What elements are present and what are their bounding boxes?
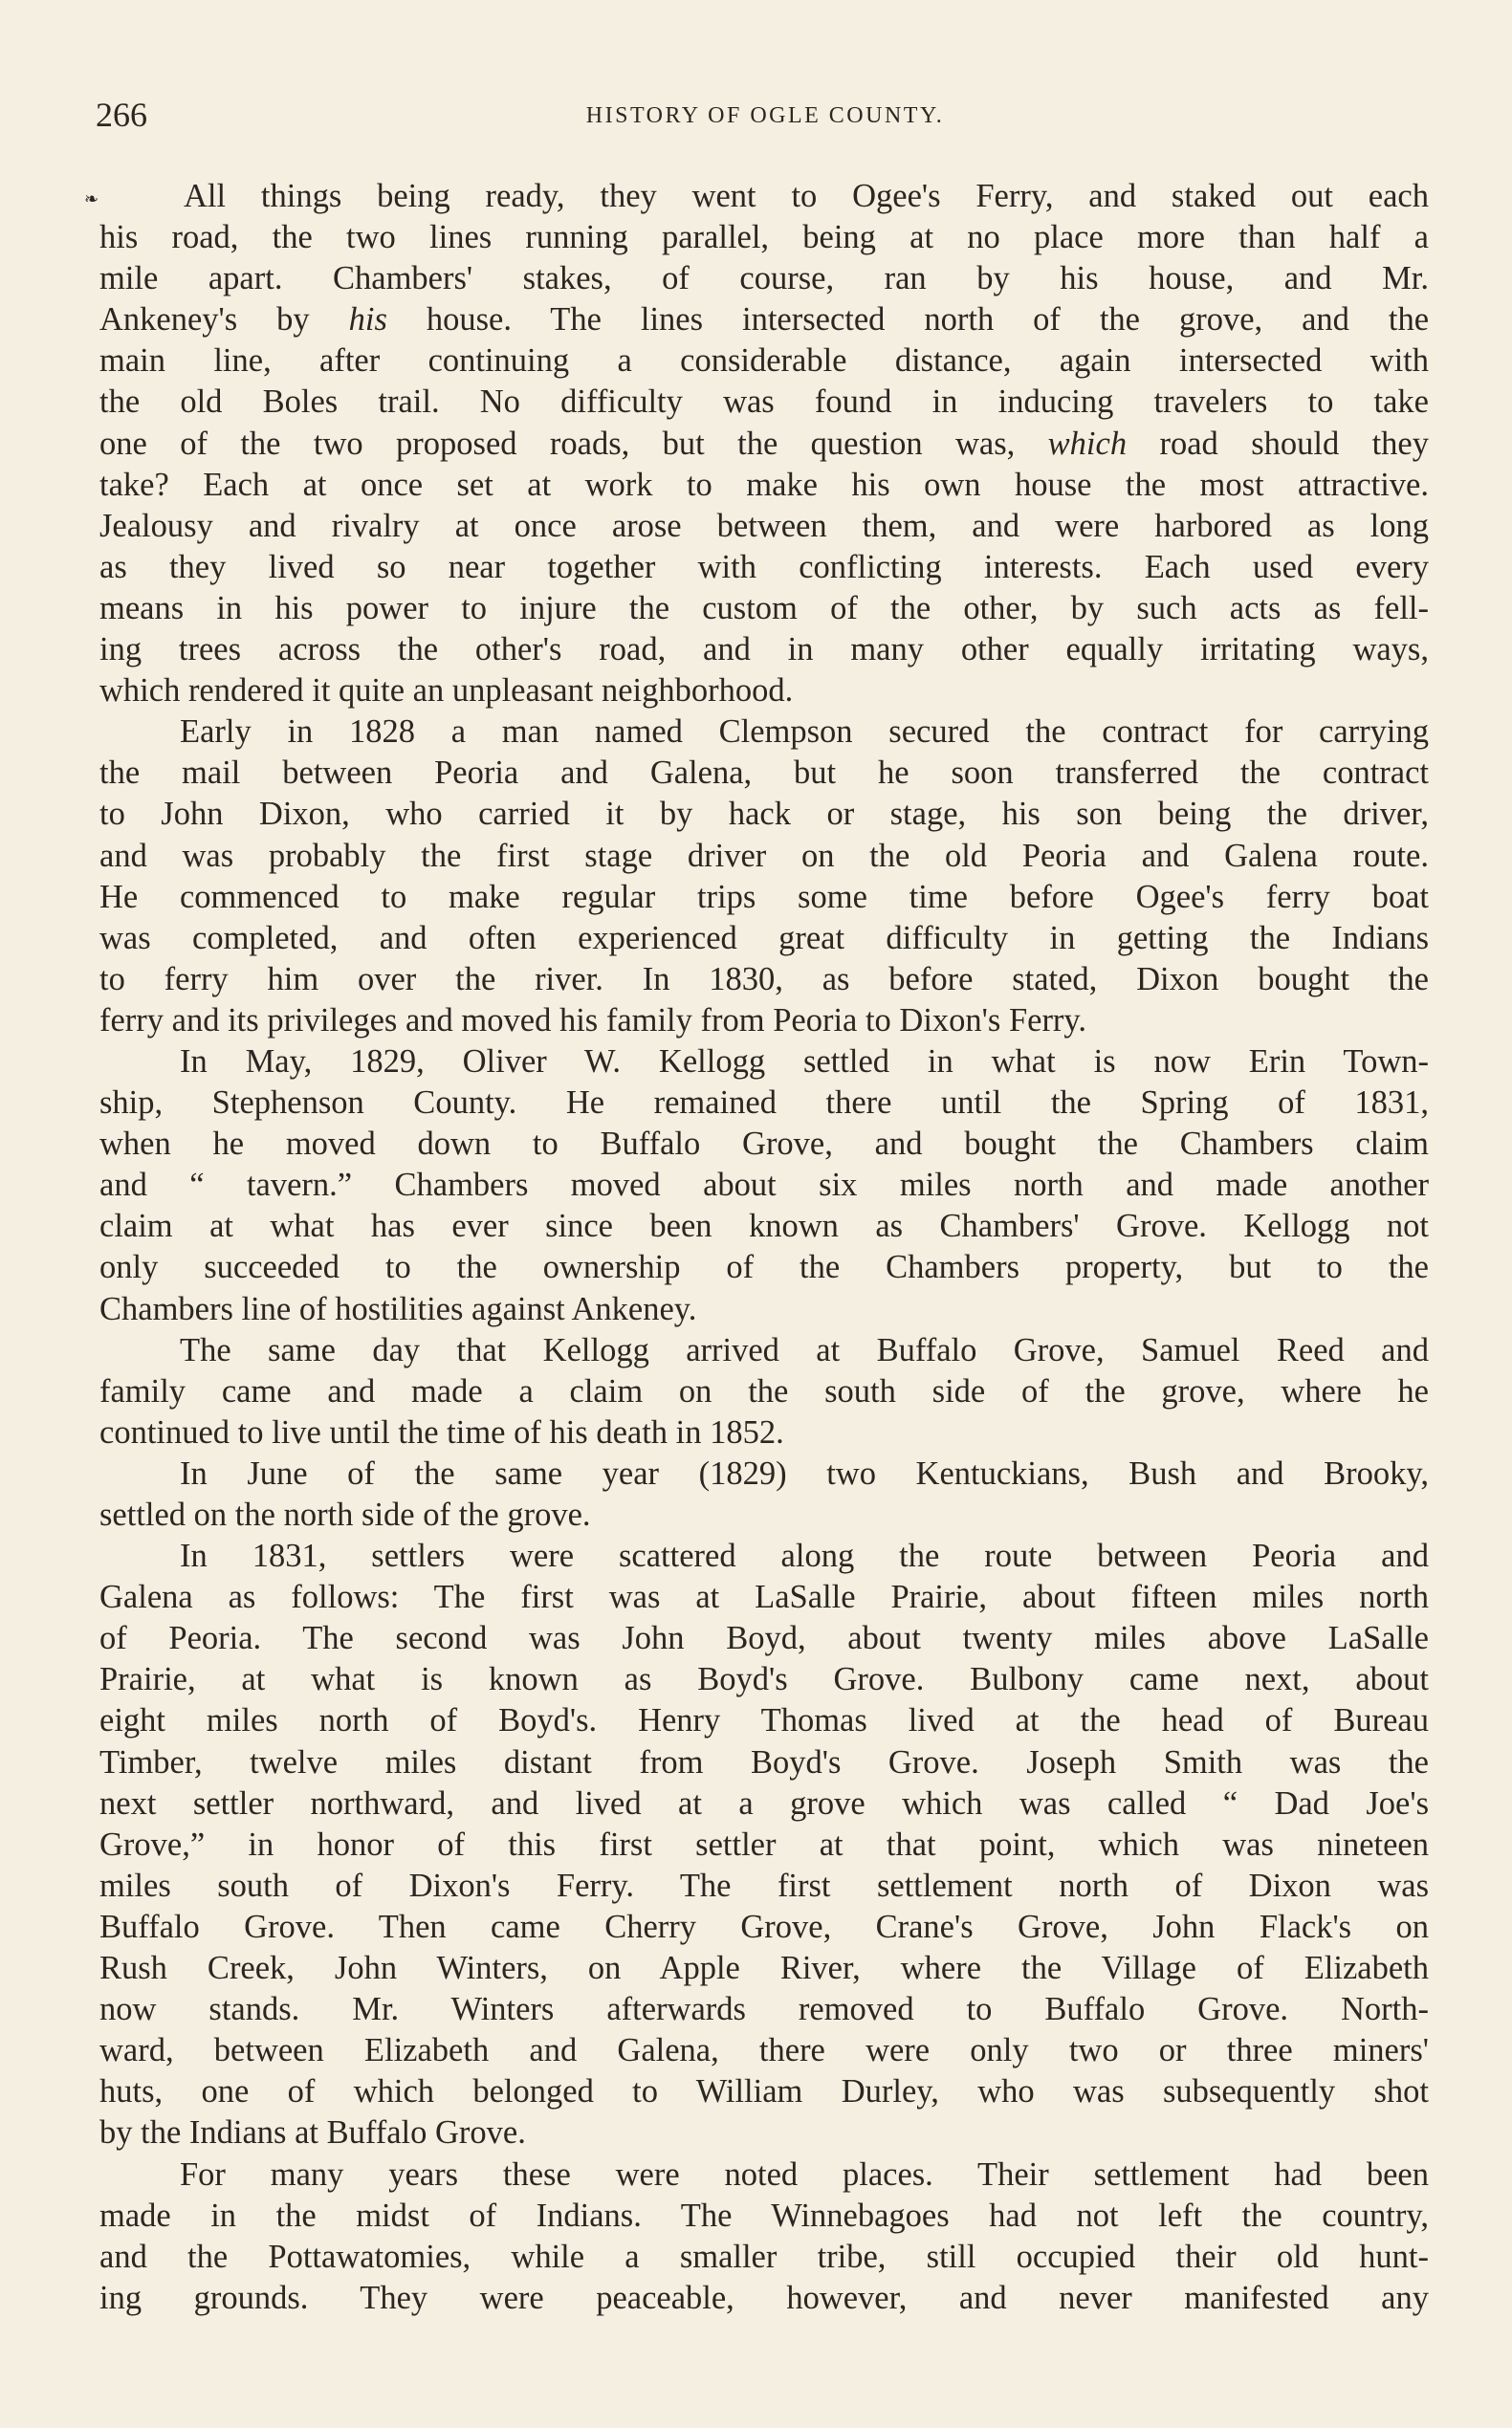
text-line: ward, between Elizabeth and Galena, there were only two or three miners'	[99, 2032, 1429, 2069]
text-line: the mail between Peoria and Galena, but he soon transferred the contract	[99, 755, 1429, 792]
paragraph	[99, 1536, 1429, 2154]
page-header	[96, 94, 1435, 142]
text-line: Chambers line of hostilities against Ankeney.	[99, 1290, 697, 1327]
text-line: and “ tavern.” Chambers moved about six miles north and made another	[99, 1167, 1429, 1204]
italic-word: which	[1047, 425, 1128, 462]
text-line: huts, one of which belonged to William Durley, who was subsequently shot	[99, 2073, 1429, 2111]
paragraph	[99, 176, 1429, 711]
text-line: made in the midst of Indians. The Winnebagoes had not left the country,	[99, 2197, 1429, 2234]
text-line	[99, 299, 1429, 340]
text-line: In June of the same year (1829) two Kentuckians, Bush and Brooky,	[180, 1455, 1429, 1492]
text-line: The same day that Kellogg arrived at Buffalo Grove, Samuel Reed and	[180, 1331, 1429, 1368]
text-line: ing grounds. They were peaceable, however, and never manifested any	[99, 2279, 1429, 2316]
paragraph	[99, 1041, 1429, 1330]
text-line: In 1831, settlers were scattered along the route between Peoria and	[180, 1538, 1429, 1575]
text-line: which rendered it quite an unpleasant neighborhood.	[99, 672, 794, 710]
page-number: 266	[96, 96, 147, 134]
paragraph	[99, 711, 1429, 1041]
text-line: the old Boles trail. No difficulty was found in inducing travelers to take	[99, 383, 1429, 421]
text-line: Timber, twelve miles distant from Boyd's Grove. Joseph Smith was the	[99, 1743, 1429, 1781]
text-line: All things being ready, they went to Ogee's Ferry, and staked out each	[184, 178, 1429, 214]
text-line: ferry and its privileges and moved his family from Peoria to Dixon's Ferry.	[99, 1001, 1087, 1039]
text-line: take? Each at once set at work to make his own house the most attractive.	[99, 466, 1429, 503]
text-line	[99, 424, 1429, 465]
text-line: was completed, and often experienced great difficulty in getting the Indians	[99, 919, 1429, 956]
text-line: Early in 1828 a man named Clempson secured the contract for carrying	[180, 713, 1429, 751]
text-run: one of the two proposed roads, but the question was,	[99, 425, 1048, 462]
text-line: Rush Creek, John Winters, on Apple River, where the Village of Elizabeth	[99, 1950, 1429, 1987]
text-line: miles south of Dixon's Ferry. The first settlement north of Dixon was	[99, 1867, 1429, 1904]
text-line: Galena as follows: The first was at LaSalle Prairie, about fifteen miles north	[99, 1579, 1429, 1616]
text-line: by the Indians at Buffalo Grove.	[99, 2114, 526, 2152]
margin-mark-icon: ❧	[84, 189, 99, 208]
text-line: Jealousy and rivalry at once arose between them, and were harbored as long	[99, 507, 1429, 544]
text-line: family came and made a claim on the south side of the grove, where he	[99, 1372, 1429, 1410]
text-line: main line, after continuing a considerable distance, again intersected with	[99, 342, 1429, 380]
text-line: claim at what has ever since been known as Chambers' Grove. Kellogg not	[99, 1208, 1429, 1245]
text-line: means in his power to injure the custom of the other, by such acts as fell-	[99, 589, 1429, 626]
paragraph	[99, 1454, 1429, 1536]
text-run: Ankeney's by	[99, 301, 349, 339]
text-line: to ferry him over the river. In 1830, as before stated, Dixon bought the	[99, 960, 1429, 997]
text-line: For many years these were noted places. Their settlement had been	[180, 2155, 1429, 2193]
text-line: mile apart. Chambers' stakes, of course, ran by his house, and Mr.	[99, 260, 1429, 297]
body-text	[84, 176, 1430, 2319]
text-line: Grove,” in honor of this first settler at that point, which was nineteen	[99, 1826, 1429, 1863]
text-line: and was probably the first stage driver on the old Peoria and Galena route.	[99, 837, 1429, 874]
paragraph	[99, 1330, 1429, 1454]
text-line: settled on the north side of the grove.	[99, 1497, 591, 1533]
text-line: as they lived so near together with conflicting interests. Each used every	[99, 548, 1429, 585]
text-line: continued to live until the time of his death in 1852.	[99, 1413, 784, 1451]
text-line: and the Pottawatomies, while a smaller tribe, still occupied their old hunt-	[99, 2238, 1429, 2275]
text-line: ing trees across the other's road, and in many other equally irritating ways,	[99, 631, 1429, 668]
text-line: to John Dixon, who carried it by hack or stage, his son being the driver,	[99, 796, 1429, 833]
paragraph	[99, 2155, 1429, 2319]
text-line: Buffalo Grove. Then came Cherry Grove, Crane's Grove, John Flack's on	[99, 1908, 1429, 1945]
text-line: ship, Stephenson County. He remained there until the Spring of 1831,	[99, 1084, 1429, 1122]
text-line: eight miles north of Boyd's. Henry Thomas lived at the head of Bureau	[99, 1702, 1429, 1739]
text-line: Prairie, at what is known as Boyd's Grove. Bulbony came next, about	[99, 1661, 1429, 1698]
text-run: road should they	[1127, 425, 1429, 462]
text-line: of Peoria. The second was John Boyd, about twenty miles above LaSalle	[99, 1620, 1429, 1657]
text-line: when he moved down to Buffalo Grove, and bought the Chambers claim	[99, 1126, 1429, 1163]
text-line: He commenced to make regular trips some time before Ogee's ferry boat	[99, 878, 1429, 915]
text-line: his road, the two lines running parallel, being at no place more than half a	[99, 219, 1429, 256]
text-line: only succeeded to the ownership of the Chambers property, but to the	[99, 1249, 1429, 1286]
text-line: next settler northward, and lived at a grove which was called “ Dad Joe's	[99, 1784, 1429, 1822]
text-run: house. The lines intersected north of the grove, and the	[386, 301, 1430, 339]
text-line: In May, 1829, Oliver W. Kellogg settled in what is now Erin Town-	[180, 1042, 1429, 1080]
italic-word: his	[348, 301, 387, 339]
running-head: HISTORY OF OGLE COUNTY.	[585, 103, 945, 128]
text-line: now stands. Mr. Winters afterwards removed to Buffalo Grove. North-	[99, 1991, 1429, 2028]
